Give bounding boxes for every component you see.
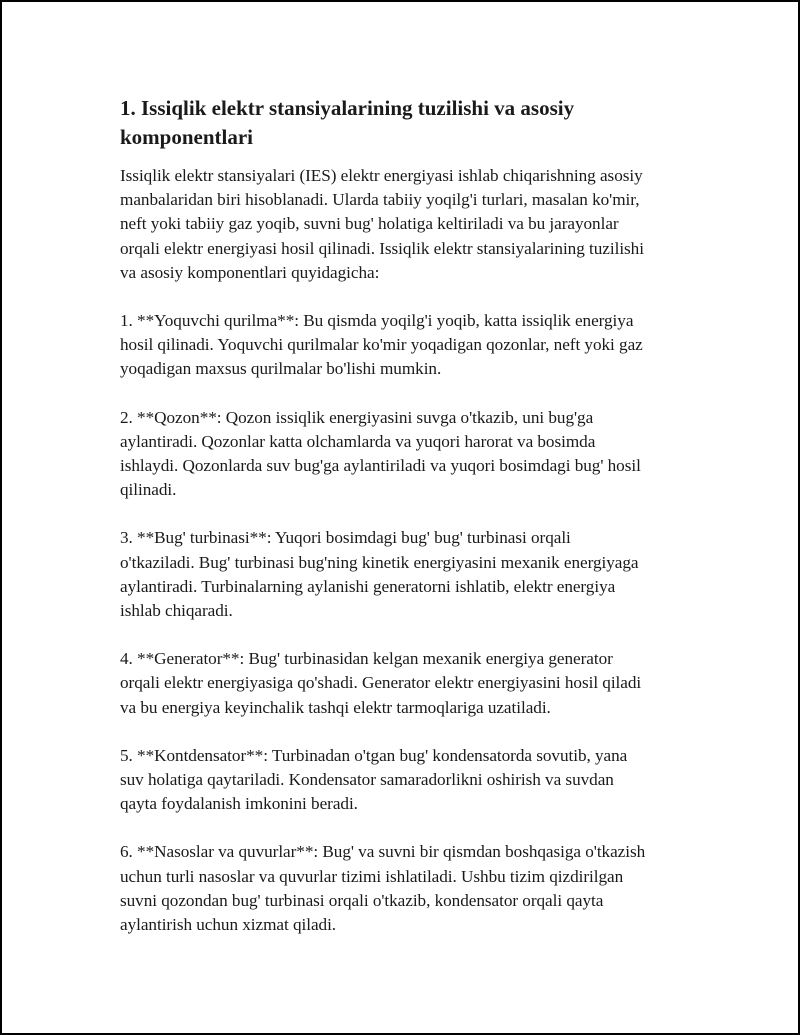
intro-paragraph: Issiqlik elektr stansiyalari (IES) elektr energiyasi ishlab chiqarishning asosiy manbalaridan biri hisoblanadi. Ularda tabiiy yoqilg'i turlari, masalan ko'mir, neft yoki tabiiy gaz yoqib, suvni bug' holatiga keltiriladi va bu jarayonlar orqali elektr energiyasi hosil qilinadi. Issiqlik elektr stansiyalarining tuzilishi va asosiy komponentlari quyidagicha:: [120, 166, 644, 282]
item-condenser-paragraph: 5. **Kontdensator**: Turbinadan o'tgan bug' kondensatorda sovutib, yana suv holatiga qaytariladi. Kondensator samaradorlikni oshirish va suvdan qayta foydalanish imkonini beradi.: [120, 745, 628, 814]
item-generator-paragraph: 4. **Generator**: Bug' turbinasidan kelgan mexanik energiya generator orqali elektr energiyasiga qo'shadi. Generator elektr energiyasini hosil qiladi va bu energiya keyinchalik tashqi elektr tarmoqlariga uzatiladi.: [120, 649, 642, 717]
item-furnace-paragraph: 1. **Yoquvchi qurilma**: Bu qismda yoqilg'i yoqib, katta issiqlik energiya hosil qilinadi. Yoquvchi qurilmalar ko'mir yoqadigan qozonlar, neft yoki gaz yoqadigan maxsus qurilmalar bo'lishi mumkin.: [120, 311, 643, 379]
item-steam-turbine-paragraph: 3. **Bug' turbinasi**: Yuqori bosimdagi bug' bug' turbinasi orqali o'tkaziladi. Bug' turbinasi bug'ning kinetik energiyasini mexanik energiyaga aylantiradi. Turbinalarning aylanishi generatorni ishlatib, elektr energiya ishlab chiqaradi.: [120, 528, 639, 621]
document-body: [120, 94, 690, 961]
item-boiler-paragraph: 2. **Qozon**: Qozon issiqlik energiyasini suvga o'tkazib, uni bug'ga aylantiradi. Qozonlar katta olchamlarda va yuqori harorat va bosimda ishlaydi. Qozonlarda suv bug'ga aylantiriladi va yuqori bosimdagi bug' hosil qilinadi.: [120, 407, 641, 500]
item-pumps-pipes-paragraph: 6. **Nasoslar va quvurlar**: Bug' va suvni bir qismdan boshqasiga o'tkazish uchun turli nasoslar va quvurlar tizimi ishlatiladi. Ushbu tizim qizdirilgan suvni qozondan bug' turbinasi orqali o'tkazib, kondensator orqali qayta aylantirish uchun xizmat qiladi.: [120, 842, 646, 935]
section-heading: 1. Issiqlik elektr stansiyalarining tuzilishi va asosiy komponentlari: [120, 96, 575, 149]
